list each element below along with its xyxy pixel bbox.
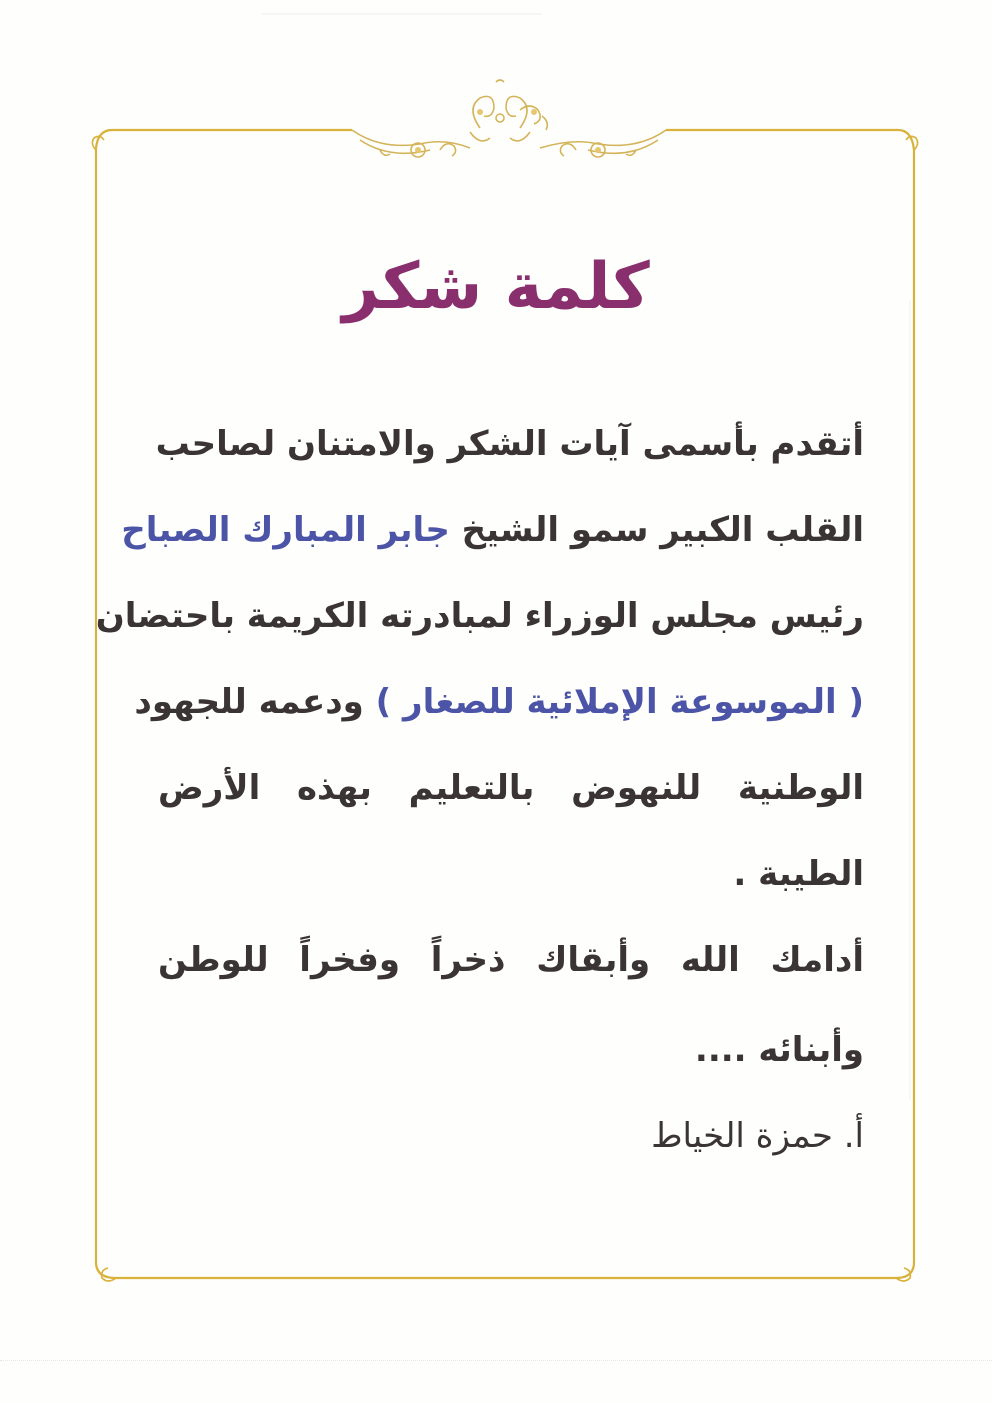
paragraph-line-2: [121, 506, 864, 554]
signature: أ. حمزة الخياط: [651, 1116, 864, 1156]
closing-line-1: أدامك الله وأبقاك ذخراً وفخراً للوطن: [158, 940, 864, 980]
paragraph-line-4-text: ودعمه للجهود: [134, 682, 364, 722]
sheikh-name-highlight: جابر المبارك الصباح: [121, 510, 450, 550]
encyclopedia-title-highlight: ( الموسوعة الإملائية للصغار ): [375, 682, 864, 722]
page-title: كلمة شكر: [342, 250, 650, 324]
paragraph-line-3: رئيس مجلس الوزراء لمبادرته الكريمة باحتضان: [95, 596, 864, 636]
paragraph-line-4: [134, 678, 864, 726]
paragraph-line-1: أتقدم بأسمى آيات الشكر والامتنان لصاحب: [155, 424, 864, 464]
paragraph-line-6: الطيبة .: [733, 854, 864, 894]
floral-scroll-icon: [352, 80, 666, 157]
closing-line-2: وأبنائه ....: [694, 1030, 864, 1070]
page-bottom-edge: [0, 1360, 992, 1362]
paragraph-line-2-text: القلب الكبير سمو الشيخ: [461, 510, 864, 550]
paragraph-line-5: الوطنية للنهوض بالتعليم بهذه الأرض: [158, 768, 864, 808]
